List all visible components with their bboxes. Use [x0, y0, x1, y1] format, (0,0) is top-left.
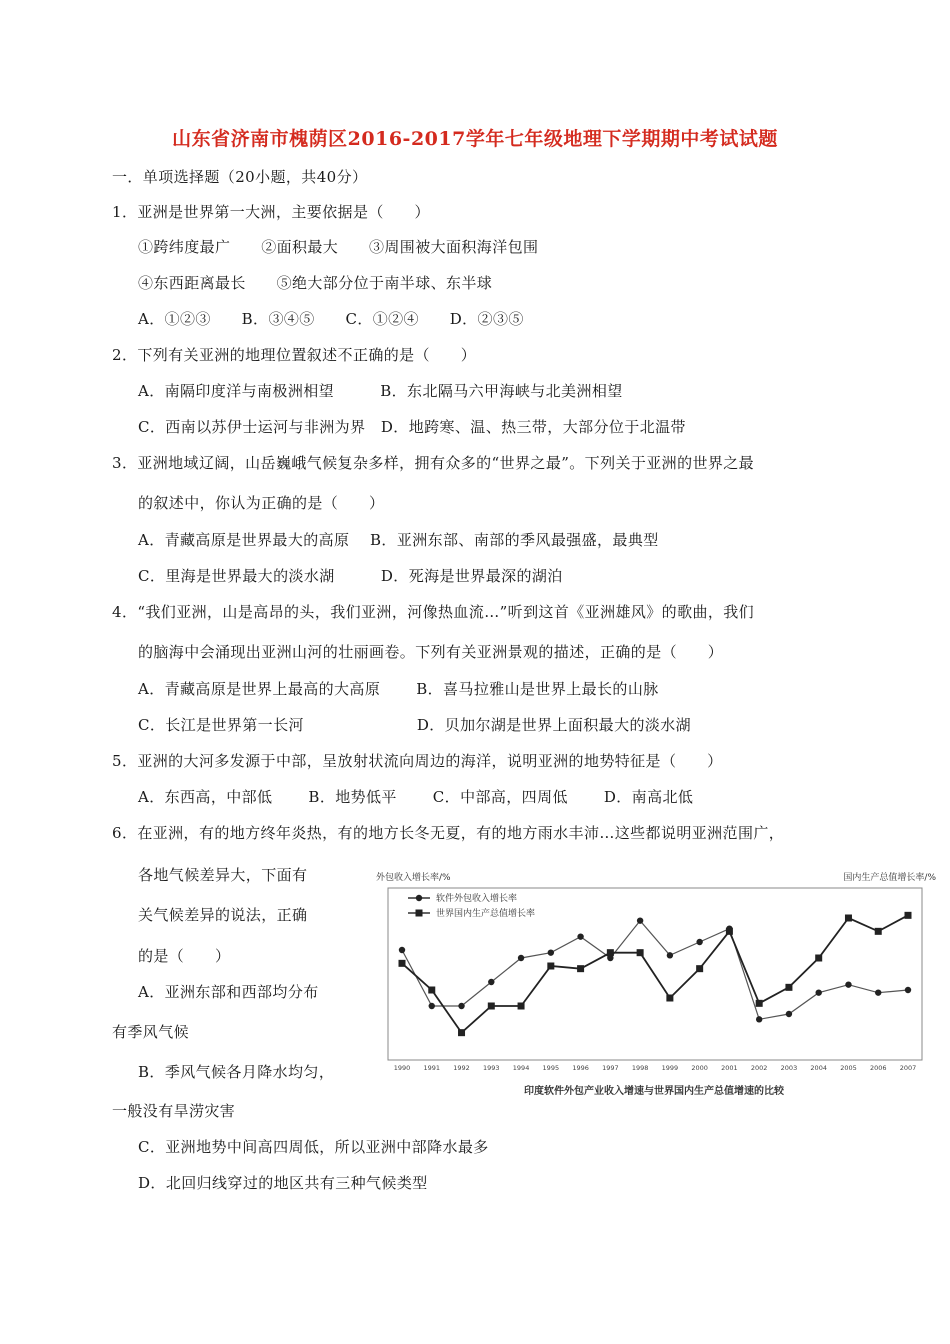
- question-6-option-c: C．亚洲地势中间高四周低，所以亚洲中部降水最多: [138, 1138, 489, 1156]
- x-tick-label: 2006: [869, 1064, 887, 1072]
- data-point-series-1: [786, 1011, 792, 1017]
- data-point-series-2: [399, 960, 406, 967]
- question-1-items-line-2: ④东西距离最长 ⑤绝大部分位于南半球、东半球: [138, 274, 493, 292]
- data-point-series-1: [905, 987, 911, 993]
- x-tick-label: 1996: [572, 1064, 589, 1072]
- question-4-stem-line-2: 的脑海中会涌现出亚洲山河的壮丽画卷。下列有关亚洲景观的描述，正确的是（ ）: [138, 643, 724, 661]
- data-point-series-2: [815, 955, 822, 962]
- x-tick-label: 1999: [661, 1064, 679, 1072]
- growth-comparison-chart: [368, 866, 940, 1102]
- question-6-option-a-line-2: 有季风气候: [112, 1023, 190, 1041]
- x-tick-label: 2005: [840, 1064, 857, 1072]
- data-point-series-1: [875, 989, 881, 995]
- legend-label-series-1: 软件外包收入增长率: [436, 894, 518, 904]
- question-6-stem-cont-1: 各地气候差异大，下面有: [138, 866, 308, 884]
- section-heading: 一．单项选择题（20小题，共40分）: [112, 168, 368, 186]
- data-point-series-2: [488, 1003, 495, 1010]
- data-point-series-2: [518, 1003, 525, 1010]
- data-point-series-1: [518, 955, 524, 961]
- x-tick-label: 1997: [602, 1064, 619, 1072]
- question-1-options: A．①②③ B．③④⑤ C．①②④ D．②③⑤: [138, 310, 524, 328]
- data-point-series-2: [785, 984, 792, 991]
- x-tick-label: 2004: [810, 1064, 827, 1072]
- question-5-stem: 5．亚洲的大河多发源于中部，呈放射状流向周边的海洋，说明亚洲的地势特征是（ ）: [112, 752, 723, 770]
- chart-legend: [408, 892, 535, 919]
- question-6-option-a-line-1: A．亚洲东部和西部均分布: [138, 983, 319, 1001]
- question-4-options-ab: A．青藏高原是世界上最高的大高原 B．喜马拉雅山是世界上最长的山脉: [138, 680, 659, 698]
- data-point-series-1: [696, 939, 702, 945]
- data-point-series-1: [845, 981, 851, 987]
- question-3-options-ab: A．青藏高原是世界最大的高原 B．亚洲东部、南部的季风最强盛，最典型: [138, 531, 659, 549]
- data-point-series-2: [875, 928, 882, 935]
- question-4-options-cd: C．长江是世界第一长河 D．贝加尔湖是世界上面积最大的淡水湖: [138, 716, 692, 734]
- question-5-options: A．东西高，中部低 B．地势低平 C．中部高，四周低 D．南高北低: [138, 788, 694, 806]
- chart-left-axis-label: 外包收入增长率/%: [376, 873, 451, 883]
- data-point-series-1: [488, 979, 494, 985]
- legend-marker-series-1: [416, 895, 422, 901]
- chart-title: 印度软件外包产业收入增速与世界国内生产总值增速的比较: [524, 1086, 784, 1097]
- x-tick-label: 1993: [483, 1064, 500, 1072]
- legend-label-series-2: 世界国内生产总值增长率: [436, 909, 536, 919]
- question-6-stem-cont-3: 的是（ ）: [138, 947, 231, 965]
- data-point-series-1: [637, 917, 643, 923]
- question-3-options-cd: C．里海是世界最大的淡水湖 D．死海是世界最深的湖泊: [138, 567, 563, 585]
- data-point-series-1: [429, 1003, 435, 1009]
- x-tick-label: 1995: [542, 1064, 560, 1072]
- data-point-series-2: [756, 1000, 763, 1007]
- data-point-series-2: [905, 912, 912, 919]
- x-tick-label: 2000: [691, 1064, 708, 1072]
- data-point-series-2: [547, 963, 554, 970]
- question-6-stem: 6．在亚洲，有的地方终年炎热，有的地方长冬无夏，有的地方雨水丰沛…这些都说明亚洲范围广，: [112, 824, 785, 842]
- question-6-stem-cont-2: 关气候差异的说法，正确: [138, 906, 308, 924]
- question-6-option-d: D．北回归线穿过的地区共有三种气候类型: [138, 1174, 428, 1192]
- data-point-series-2: [696, 965, 703, 972]
- data-point-series-2: [458, 1029, 465, 1036]
- x-tick-label: 1994: [512, 1064, 530, 1072]
- data-point-series-2: [637, 949, 644, 956]
- question-4-stem-line-1: 4．“我们亚洲，山是高昂的头，我们亚洲，河像热血流…”听到这首《亚洲雄风》的歌曲，我们: [112, 603, 755, 621]
- x-tick-label: 1992: [453, 1064, 470, 1072]
- data-point-series-2: [577, 965, 584, 972]
- x-tick-label: 2002: [750, 1064, 768, 1072]
- question-3-stem-line-2: 的叙述中，你认为正确的是（ ）: [138, 494, 385, 512]
- x-tick-label: 1991: [423, 1064, 441, 1072]
- data-point-series-1: [458, 1003, 464, 1009]
- question-1-items-line-1: ①跨纬度最广 ②面积最大 ③周围被大面积海洋包围: [138, 238, 539, 256]
- data-point-series-1: [548, 949, 554, 955]
- question-6-option-b-line-2: 一般没有旱涝灾害: [112, 1102, 236, 1120]
- question-2-options-ab: A．南隔印度洋与南极洲相望 B．东北隔马六甲海峡与北美洲相望: [138, 382, 623, 400]
- data-point-series-2: [607, 949, 614, 956]
- page-title: 山东省济南市槐荫区2016-2017学年七年级地理下学期期中考试试题: [172, 128, 778, 150]
- x-tick-label: 2003: [780, 1064, 798, 1072]
- data-point-series-2: [428, 987, 435, 994]
- x-tick-label: 1990: [393, 1064, 411, 1072]
- x-tick-label: 2001: [721, 1064, 738, 1072]
- question-3-stem-line-1: 3．亚洲地域辽阔，山岳巍峨气候复杂多样，拥有众多的“世界之最”。下列关于亚洲的世界之最: [112, 454, 755, 472]
- data-point-series-2: [666, 995, 673, 1002]
- x-tick-label: 2007: [899, 1064, 917, 1072]
- data-point-series-1: [667, 952, 673, 958]
- question-2-options-cd: C．西南以苏伊士运河与非洲为界 D．地跨寒、温、热三带，大部分位于北温带: [138, 418, 686, 436]
- question-6-option-b-line-1: B．季风气候各月降水均匀，: [138, 1063, 335, 1081]
- legend-marker-series-2: [416, 910, 423, 917]
- series-line-1: [402, 921, 908, 1020]
- data-point-series-1: [756, 1016, 762, 1022]
- data-point-series-2: [726, 928, 733, 935]
- x-tick-label: 1998: [631, 1064, 649, 1072]
- data-point-series-1: [577, 933, 583, 939]
- data-point-series-1: [399, 947, 405, 953]
- data-point-series-2: [845, 915, 852, 922]
- data-point-series-1: [816, 989, 822, 995]
- question-2-stem: 2．下列有关亚洲的地理位置叙述不正确的是（ ）: [112, 346, 477, 364]
- series-line-2: [402, 915, 908, 1032]
- chart-right-axis-label: 国内生产总值增长率/%: [843, 873, 936, 883]
- question-1-stem: 1．亚洲是世界第一大洲，主要依据是（ ）: [112, 203, 430, 221]
